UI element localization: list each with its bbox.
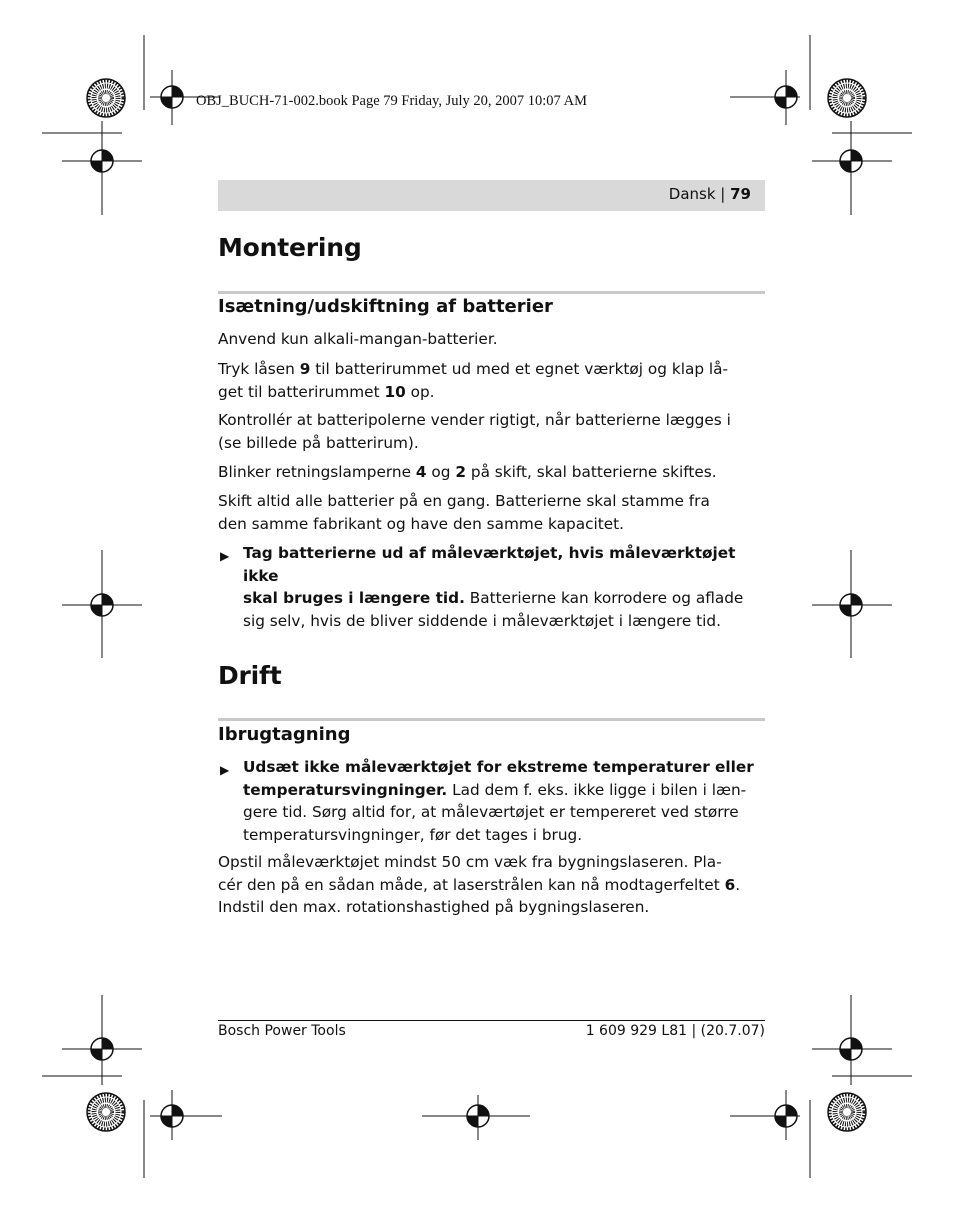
text-run: Lad dem f. eks. ikke ligge i bilen i læn- [447,780,747,799]
paragraph [218,409,765,454]
text-run: sig selv, hvis de bliver siddende i måleværktøjet i længere tid. [243,611,721,630]
footer-rule [218,1020,765,1021]
text-run: på skift, skal batterierne skiftes. [466,463,717,481]
page-number: 79 [730,185,751,203]
text-run: Kontrollér at batteripolerne vender rigtigt, når batterierne lægges i [218,411,731,429]
text-run: Tag batterierne ud af måleværktøjet, hvis måleværktøjet ikke [243,544,736,585]
print-slug: OBJ_BUCH-71-002.book Page 79 Friday, July 20, 2007 10:07 AM [196,93,587,109]
section-title-drift: Drift [218,661,282,690]
text-run: Blinker retningslamperne [218,463,416,481]
text-run: Udsæt ikke måleværktøjet for ekstreme temperaturer eller [243,758,754,776]
paragraph [218,358,765,403]
text-run: temperatursvingninger, før det tages i brug. [243,825,583,844]
header-language: Dansk [668,185,716,203]
warning-text [243,542,765,632]
ref-number: 10 [384,382,406,401]
section-rule [218,718,765,721]
section-title-montering: Montering [218,233,362,262]
text-run: den samme fabrikant og have den samme kapacitet. [218,514,625,533]
header-text [669,185,751,203]
paragraph [218,461,765,484]
text-run: Indstil den max. rotationshastighed på bygningslaseren. [218,898,650,916]
paragraph [218,490,765,535]
text-run: Opstil måleværktøjet mindst 50 cm væk fra bygningslaseren. Pla- [218,853,722,871]
text-run: op. [405,382,435,401]
text-run: Skift altid alle batterier på en gang. Batterierne skal stamme fra [218,492,710,510]
paragraph: Anvend kun alkali-mangan-batterier. [218,330,498,348]
text-run: til batterirummet ud med et egnet værktøj og klap lå- [310,360,729,378]
text-run: og [426,463,456,481]
ref-number: 6 [724,875,736,894]
text-run: Tryk låsen [218,360,300,378]
text-run: . [735,875,741,894]
paragraph [218,851,765,919]
text-run: get til batterirummet [218,382,385,401]
ref-number: 2 [455,463,466,481]
text-run: (se billede på batterirum). [218,433,419,452]
footer-company: Bosch Power Tools [218,1023,346,1039]
text-run: Batterierne kan korrodere og aflade [464,589,744,607]
page-header [218,180,765,211]
text-run: gere tid. Sørg altid for, at måleværtøjet er tempereret ved større [243,803,739,821]
text-run: cér den på en sådan måde, at laserstrålen kan nå modtagerfeltet [218,875,725,894]
warning-bullet [218,756,765,846]
text-run: temperatursvingninger. [243,780,448,799]
ref-number: 9 [299,360,311,378]
subsection-title-batterier: Isætning/udskiftning af batterier [218,296,553,317]
warning-text [243,756,765,846]
section-rule [218,291,765,294]
warning-bullet [218,542,765,632]
footer-doc-number: 1 609 929 L81 | (20.7.07) [585,1023,765,1039]
subsection-title-ibrugtagning: Ibrugtagning [218,724,351,745]
bullet-triangle-icon: ▶ [220,549,230,563]
header-separator: | [715,185,731,203]
text-run: skal bruges i længere tid. [243,589,465,607]
bullet-triangle-icon: ▶ [220,763,230,777]
ref-number: 4 [415,463,427,481]
